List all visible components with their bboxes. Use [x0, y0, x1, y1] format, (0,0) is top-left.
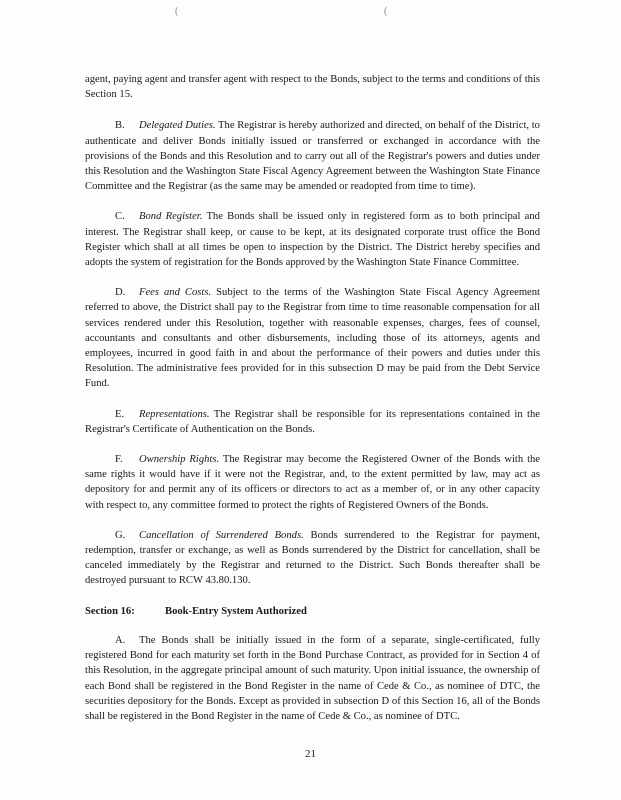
item-title: Delegated Duties. — [139, 120, 216, 132]
item-letter: D. — [115, 287, 126, 299]
item-text: The Registrar is hereby authorized and directed, on behalf of the District, to authenticate and deliver Bonds initially issued or transferred or exchanged in accordance with the provisions of the Bonds and this Resolution and to carry out all of the Registrar's powers and duties under this Resolution and the Washington State Fiscal Agency Agreement between the Washington State Finance Committee and the Registrar (as the same may be amended or readopted from time to time). — [85, 120, 540, 193]
section-number: Section 16: — [85, 605, 135, 617]
paragraph-e — [85, 407, 540, 437]
scan-mark: ( — [175, 6, 179, 17]
item-letter: E. — [115, 408, 125, 420]
section-title: Book-Entry System Authorized — [165, 605, 307, 617]
item-letter: F. — [115, 454, 123, 466]
section-heading — [85, 604, 540, 619]
item-letter: A. — [115, 634, 126, 646]
item-title: Cancellation of Surrendered Bonds. — [139, 529, 304, 541]
page-number: 21 — [305, 748, 316, 760]
item-letter: C. — [115, 211, 125, 223]
paragraph-b — [85, 118, 540, 194]
item-text: The Registrar may become the Registered Owner of the Bonds with the same rights it would have if it were not the Registrar, and, to the extent permitted by law, may act as depository for and permit any of its officers or directors to act as a member of, or in any other capacity with respect to, any committee formed to protect the rights of Registered Owners of the Bonds. — [85, 454, 541, 511]
item-letter: G. — [115, 529, 126, 541]
item-title: Fees and Costs. — [139, 287, 212, 299]
paragraph-g — [85, 528, 540, 589]
paragraph-d — [85, 285, 540, 391]
item-text: The Registrar shall be responsible for its representations contained in the Registrar's Certificate of Authentication on the Bonds. — [85, 408, 540, 435]
document-body — [85, 72, 540, 739]
paragraph-c — [85, 209, 540, 270]
paragraph-f — [85, 452, 540, 513]
item-text: The Bonds shall be initially issued in the form of a separate, single-certificated, fully registered Bond for each maturity set forth in the Bond Purchase Contract, as provided for in Section 4 of this Resolution, in the aggregate principal amount of such maturity. Upon initial issuance, the ownership of each Bond shall be registered in the Bond Register in the name of Cede & Co., as nominee of DTC, the securities depository for the Bonds. Except as provided in subsection D of this Section 16, all of the Bonds shall be registered in the Bond Register in the name of Cede & Co., as nominee of DTC. — [85, 634, 540, 722]
item-letter: B. — [115, 120, 125, 132]
item-text: Subject to the terms of the Washington State Fiscal Agency Agreement referred to above, the District shall pay to the Registrar from time to time reasonable compensation for all services rendered under this Resolution, together with reasonable expenses, charges, fees of counsel, accountants and consultants and other disbursements, including those of its attorneys, agents and employees, incurred in good faith in and about the performance of their powers and duties under this Resolution. The administrative fees provided for in this subsection D may be paid from the Debt Service Fund. — [85, 287, 541, 390]
item-title: Bond Register. — [139, 211, 203, 223]
paragraph-16a — [85, 633, 540, 724]
scan-mark: ( — [384, 6, 388, 17]
item-text: Bonds surrendered to the Registrar for payment, redemption, transfer or exchange, as well as Bonds surrendered by the District for cancellation, shall be canceled immediately by the Registrar and returned to the District. Such Bonds thereafter shall be destroyed pursuant to RCW 43.80.130. — [85, 529, 540, 587]
intro-paragraph: agent, paying agent and transfer agent with respect to the Bonds, subject to the terms and conditions of this Section 15. — [85, 74, 540, 101]
item-title: Representations. — [139, 408, 210, 420]
item-text: The Bonds shall be issued only in registered form as to both principal and interest. The Registrar shall keep, or cause to be kept, at its designated corporate trust office the Bond Register which shall at all times be open to inspection by the District. The District hereby specifies and adopts the system of registration for the Bonds approved by the Washington State Finance Committee. — [85, 211, 540, 269]
item-title: Ownership Rights. — [139, 454, 220, 466]
